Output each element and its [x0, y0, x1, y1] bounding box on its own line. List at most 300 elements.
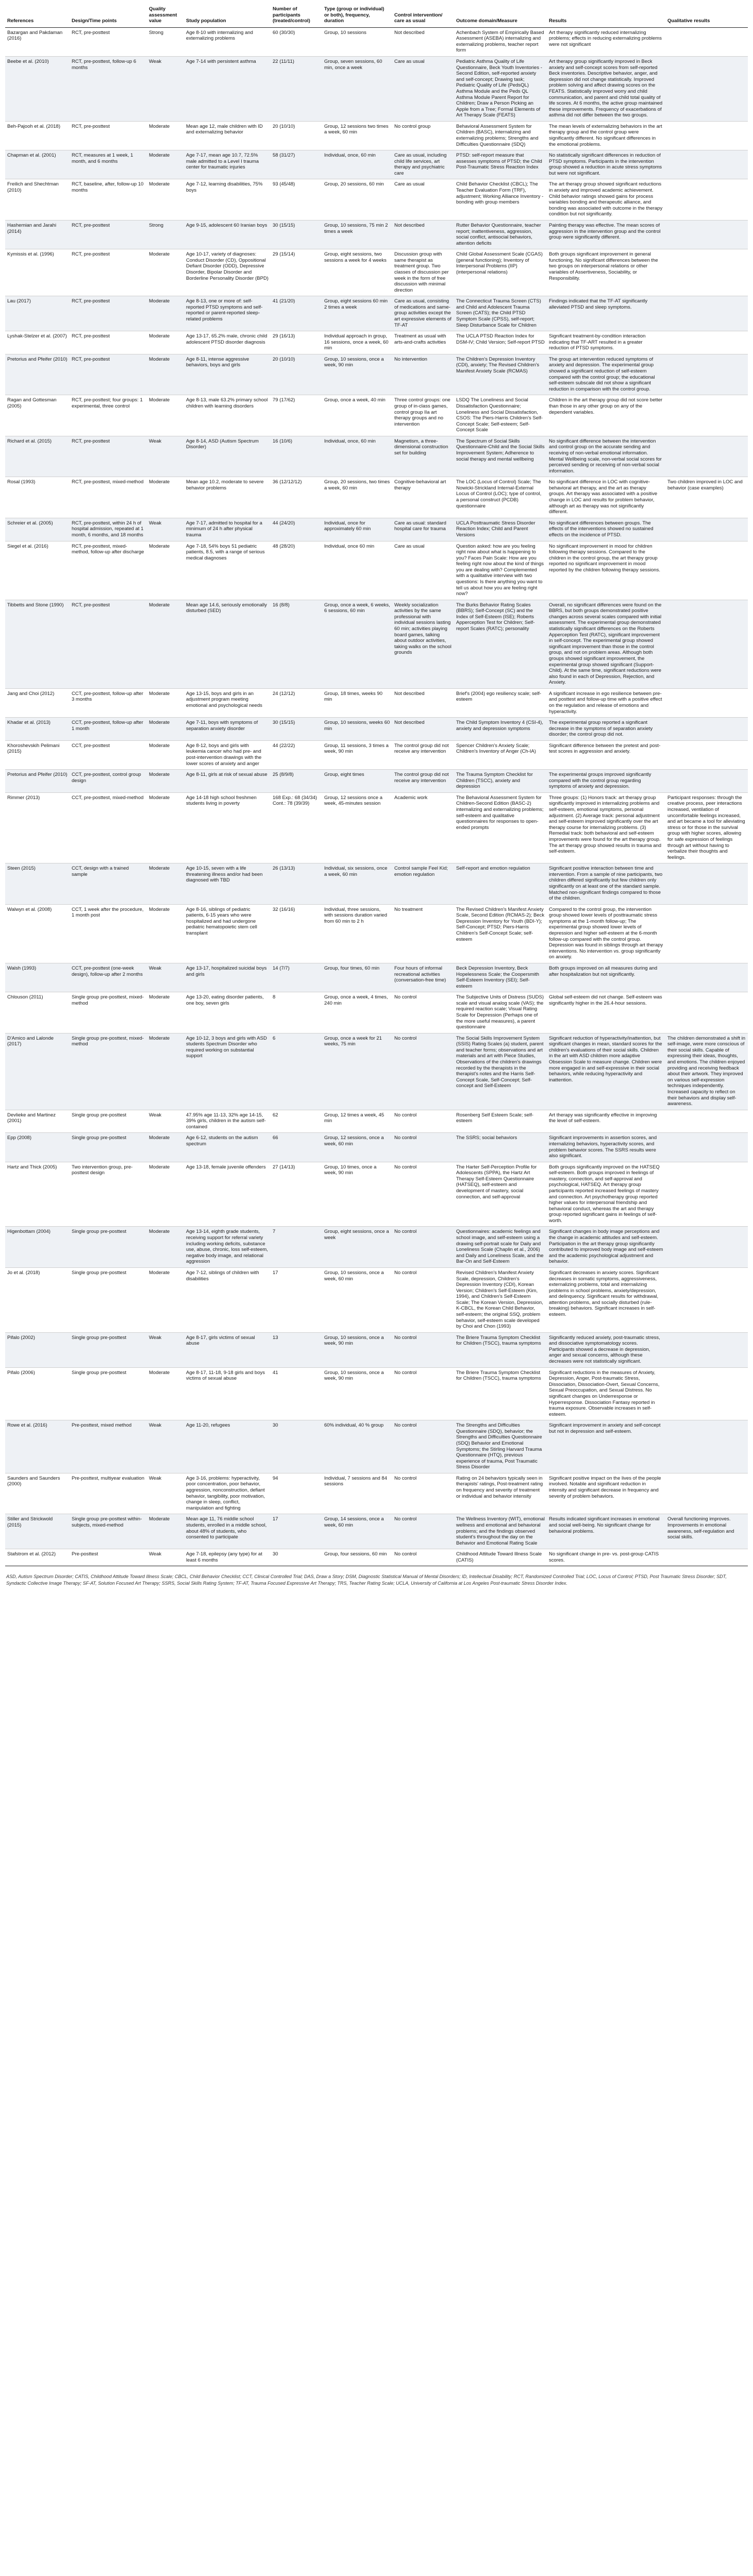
cell-participants: 16 (8/8)	[271, 600, 322, 688]
cell-results: Overall, no significant differences were found on the BBRS, but both groups demonstrated positive changes across several scales compared with initial assessment. The experimental group demonstrated statistically significant differences on the Roberts Apperception Test (RATC), significant improvement in self-concept. The experimental group showed significant improvement than those in the control group, and not on problem areas. Although both groups showed significant improvement, the experimental group showed significant (Support-Child). At the same time, significant reductions were also found in each of Depression, Rejection, and Anxiety.	[547, 600, 665, 688]
cell-results: Significant positive interaction between time and intervention. From a sample of nine participants, two children differed significantly but few children only significantly on at least one of the standard sample. Matched non-significant findings compared to those of the children.	[547, 863, 665, 904]
table-row	[5, 740, 748, 769]
cell-results: No significant improvement in mood for children following therapy sessions. Compared to the children in the control group, the art therapy group reported no significant improvement in mood reported by the children following therapy sessions.	[547, 541, 665, 600]
header-control: Control intervention/ care as usual	[392, 0, 454, 27]
cell-reference: Ragan and Gottesman (2005)	[5, 395, 70, 436]
cell-qualitative	[665, 541, 748, 600]
table-row	[5, 121, 748, 150]
cell-outcome: Brief's (2004) ego resiliency scale; self-esteem	[454, 688, 547, 717]
cell-participants: 79 (17/62)	[271, 395, 322, 436]
cell-population: Age 8-13, one or more of: self-reported PTSD symptoms and self-reported or parent-reported sleep-related problems	[184, 296, 271, 331]
cell-qualitative: Participant responses: through the creative process, peer interactions increased, ventilation of uncomfortable feelings increased, and art became a tool for alleviating stress or for those in the survival group with higher scores, allowing for safe expression of feelings through art without having to verbalize their thoughts and feelings.	[665, 792, 748, 863]
cell-results: Significant treatment-by-condition interaction indicating that TF-ART resulted in a greater reduction of PTSD symptoms.	[547, 331, 665, 354]
cell-results: Compared to the control group, the intervention group showed lower levels of posttraumatic stress symptoms at the 1-month follow-up; The experimental group showed lower levels of depression and higher self-esteem at the 6-month follow-up compared with the control group. Depression was found in siblings through art therapy interventions. No intervention vs. group significantly on anxiety.	[547, 904, 665, 963]
cell-outcome: Question asked: how are you feeling right now about what is happening to you? Faces Pain Scale: How are you feeling right now about the kind of things you are dealing with? Complemented with a qualitative interview with two questions: Is there anything you want to tell us about how you are feeling right now?	[454, 541, 547, 600]
cell-type: Group, 10 sessions, once a week, 60 min	[322, 1267, 392, 1332]
cell-qualitative	[665, 600, 748, 688]
cell-qualitative	[665, 1133, 748, 1162]
cell-results: Art therapy was significantly effective in improving the level of self-esteem.	[547, 1110, 665, 1133]
cell-participants: 20 (10/10)	[271, 354, 322, 395]
cell-control: Weekly socialization activities by the same professional with individual sessions lasting 60 min; activities playing board games, talking about outdoor activities, taking walks on the school grounds	[392, 600, 454, 688]
cell-reference: Rosal (1993)	[5, 477, 70, 518]
cell-outcome: Revised Children's Manifest Anxiety Scale, depression, Children's Depression Inventory (CDI), Korean Version; Children's Self-Esteem (Kim, 1994), and Children's Self-Esteem Scale; The Korean Version, Depression, K-CBCL, the Korean Child Behavior, self-esteem; the original SSQ, problem behavior, self-esteem scale developed by Choi and Chon (1993)	[454, 1267, 547, 1332]
cell-population: Age 7-18, 54% boys 51 pediatric patients, 8.5, with a range of serious medical diagnoses	[184, 541, 271, 600]
cell-type: Group, four sessions, 60 min	[322, 1549, 392, 1566]
cell-qualitative	[665, 1473, 748, 1514]
cell-qualitative: Two children improved in LOC and behavior (case examples)	[665, 477, 748, 518]
cell-type: Group, 12 sessions, once a week, 60 min	[322, 1133, 392, 1162]
cell-design: RCT, pre-posttest	[70, 331, 147, 354]
table-row	[5, 395, 748, 436]
cell-participants: 17	[271, 1267, 322, 1332]
cell-results: Significant positive impact on the lives of the people involved. Notable and significant reduction in intensity and significant decrease in frequency and severity of problem behaviors.	[547, 1473, 665, 1514]
cell-qualitative	[665, 718, 748, 741]
cell-quality: Weak	[147, 1332, 184, 1367]
header-references: References	[5, 0, 70, 27]
cell-population: Age 14-18 high school freshmen students living in poverty	[184, 792, 271, 863]
cell-quality: Moderate	[147, 718, 184, 741]
cell-quality: Moderate	[147, 770, 184, 793]
cell-control: Care as usual	[392, 179, 454, 220]
cell-type: Individual, six sessions, once a week, 60 min	[322, 863, 392, 904]
cell-design: RCT, pre-posttest	[70, 220, 147, 249]
cell-results: A significant increase in ego resilience between pre- and posttest and follow-up time with a positive effect on the regulation and release of emotions and hyperactivity.	[547, 688, 665, 717]
cell-results: Significant reductions in the measures of Anxiety, Depression, Anger, Post-traumatic Stress, Dissociation, Dissociation-Overt, Sexual Concerns, Sexual Preoccupation, and Sexual Distress. No significant changes on Underresponse or Hyperresponse. Dissociation Fantasy reported in trauma exposure. Observable increases in self-esteem.	[547, 1367, 665, 1420]
cell-population: Age 8-11, girls at risk of sexual abuse	[184, 770, 271, 793]
cell-participants: 30	[271, 1549, 322, 1566]
cell-reference: Beh-Pajooh et al. (2018)	[5, 121, 70, 150]
cell-type: Group, 11 sessions, 3 times a week, 90 min	[322, 740, 392, 769]
cell-type: Group, once a week, 40 min	[322, 395, 392, 436]
cell-qualitative	[665, 963, 748, 992]
cell-population: Age 7-11, boys with symptoms of separation anxiety disorder	[184, 718, 271, 741]
cell-quality: Moderate	[147, 354, 184, 395]
cell-reference: Kymissis et al. (1996)	[5, 249, 70, 296]
cell-results: Significant improvements in assertion scores, and internalizing behaviors, hyperactivity scores, and problem behavior scores. The SSRS results were also significant.	[547, 1133, 665, 1162]
cell-reference: Devlieke and Martinez (2001)	[5, 1110, 70, 1133]
cell-control: Four hours of informal recreational activities (conversation-free time)	[392, 963, 454, 992]
cell-outcome: Rating on 24 behaviors typically seen in therapists' ratings, Post-treatment rating on frequency and severity of treatment or individual and behavior intensity	[454, 1473, 547, 1514]
cell-population: Age 11-20, refugees	[184, 1420, 271, 1473]
cell-participants: 32 (16/16)	[271, 904, 322, 963]
cell-results: Three groups: (1) Honors track: art therapy group significantly improved in internalizing problems and self-esteem, emotional symptoms, personal adjustment. (2) Average track: personal adjustment and self-esteem improved significantly over the art therapy course for internalizing problems. (3) Remedial track: both behavioral and self-esteem improvements were found for the art therapy group. The art therapy group showed results in trauma and self-esteem.	[547, 792, 665, 863]
cell-quality: Moderate	[147, 904, 184, 963]
cell-quality: Moderate	[147, 395, 184, 436]
header-participants: Number of participants (treated/control)	[271, 0, 322, 27]
cell-reference: Khadar et al. (2013)	[5, 718, 70, 741]
cell-quality: Moderate	[147, 296, 184, 331]
cell-quality: Weak	[147, 1473, 184, 1514]
table-row	[5, 331, 748, 354]
cell-participants: 30 (15/15)	[271, 220, 322, 249]
cell-participants: 16 (10/6)	[271, 436, 322, 477]
table-row	[5, 179, 748, 220]
cell-control: The control group did not receive any intervention	[392, 740, 454, 769]
cell-quality: Moderate	[147, 150, 184, 179]
cell-participants: 30	[271, 1420, 322, 1473]
table-row	[5, 1367, 748, 1420]
cell-results: Global self-esteem did not change. Self-esteem was significantly higher in the 26.4-hour sessions.	[547, 992, 665, 1033]
cell-population: Age 13-17, hospitalized suicidal boys and girls	[184, 963, 271, 992]
cell-reference: Higenbottam (2004)	[5, 1227, 70, 1267]
table-row	[5, 1332, 748, 1367]
cell-participants: 29 (15/14)	[271, 249, 322, 296]
table-row	[5, 792, 748, 863]
cell-design: RCT, pre-posttest; four groups: 1 experimental, three control	[70, 395, 147, 436]
cell-results: No significant differences between groups. The effects of the interventions showed no sustained effects on the incidence of PTSD.	[547, 518, 665, 541]
cell-design: CCT, pre-posttest, control group design	[70, 770, 147, 793]
cell-quality: Weak	[147, 436, 184, 477]
cell-outcome: Questionnaires: academic feelings and school image, and self-esteem using a drawing self-portrait scale for Daily and Loneliness Scale (Chaplin et al., 2006) and Daily and Loneliness Scale, and the Bar-On and Self-Esteem	[454, 1227, 547, 1267]
cell-participants: 94	[271, 1473, 322, 1514]
cell-type: Group, 20 sessions, 60 min	[322, 179, 392, 220]
table-row	[5, 770, 748, 793]
cell-quality: Moderate	[147, 688, 184, 717]
cell-qualitative	[665, 331, 748, 354]
table-row	[5, 1133, 748, 1162]
cell-control: No control	[392, 992, 454, 1033]
table-row	[5, 904, 748, 963]
cell-participants: 24 (12/12)	[271, 688, 322, 717]
cell-type: Group, 10 sessions, once a week, 90 min	[322, 354, 392, 395]
cell-results: No significant change in pre- vs. post-group CATIS scores.	[547, 1549, 665, 1566]
cell-participants: 7	[271, 1227, 322, 1267]
cell-design: CCT, pre-posttest, follow-up after 3 months	[70, 688, 147, 717]
header-quality: Quality assessment value	[147, 0, 184, 27]
cell-type: Group, 12 sessions two times a week, 60 min	[322, 121, 392, 150]
table-row	[5, 992, 748, 1033]
cell-participants: 44 (22/22)	[271, 740, 322, 769]
cell-qualitative	[665, 296, 748, 331]
cell-quality: Weak	[147, 518, 184, 541]
cell-reference: Freilich and Shechtman (2010)	[5, 179, 70, 220]
cell-type: Group, 18 times, weeks 90 min	[322, 688, 392, 717]
cell-type: Group, eight sessions, two sessions a week for 4 weeks	[322, 249, 392, 296]
table-body	[5, 27, 748, 1566]
cell-reference: Jang and Choi (2012)	[5, 688, 70, 717]
cell-qualitative	[665, 740, 748, 769]
cell-results: Significant decreases in anxiety scores. Significant decreases in somatic symptoms, aggressiveness, externalizing problems, total and internalizing problems in school problems, anxiety/depression, and delinquency. Significant results for withdrawal, attention problems, and socially disturbed (rule-breaking) behaviors. Significant increases in self-esteem.	[547, 1267, 665, 1332]
table-row	[5, 518, 748, 541]
cell-participants: 27 (14/13)	[271, 1162, 322, 1227]
cell-type: Group, 12 times a week, 45 min	[322, 1110, 392, 1133]
cell-control: Not described	[392, 688, 454, 717]
cell-reference: Pretorius and Pfeifer (2010)	[5, 354, 70, 395]
cell-control: Magnetism, a three-dimensional construction set for building	[392, 436, 454, 477]
cell-participants: 66	[271, 1133, 322, 1162]
cell-outcome: Rutter Behavior Questionnaire, teacher report; inattentiveness, aggression, social conflict, antisocial behaviors, attention deficits	[454, 220, 547, 249]
cell-population: Age 8-16, siblings of pediatric patients, 6-15 years who were hospitalized and had undergone pediatric hematopoietic stem cell transplant	[184, 904, 271, 963]
cell-participants: 30 (15/15)	[271, 718, 322, 741]
cell-outcome: Child Behavior Checklist (CBCL); The Teacher Evaluation Form (TRF), adjustment; Working Alliance Inventory - bonding with group members	[454, 179, 547, 220]
cell-control: No control	[392, 1473, 454, 1514]
table-row	[5, 600, 748, 688]
cell-participants: 20 (10/10)	[271, 121, 322, 150]
cell-quality: Moderate	[147, 863, 184, 904]
cell-results: Both groups significant improvement in general functioning. No significant differences between the two groups on interpersonal relations or other variables of Assertiveness, Sociability, or Responsibility.	[547, 249, 665, 296]
cell-participants: 13	[271, 1332, 322, 1367]
cell-type: Group, 10 sessions, weeks 60 min	[322, 718, 392, 741]
cell-population: Age 8-10 with internalizing and externalizing problems	[184, 27, 271, 56]
cell-design: RCT, pre-posttest	[70, 27, 147, 56]
cell-population: Age 8-17, girls victims of sexual abuse	[184, 1332, 271, 1367]
cell-control: Care as usual, including child life services, art therapy and psychiatric care	[392, 150, 454, 179]
cell-type: Group, 10 sessions, 75 min 2 times a week	[322, 220, 392, 249]
cell-control: Care as usual	[392, 541, 454, 600]
cell-participants: 44 (24/20)	[271, 518, 322, 541]
cell-outcome: Achenbach System of Empirically Based Assessment (ASEBA) internalizing and externalizing problems, teacher report form	[454, 27, 547, 56]
cell-reference: Jo et al. (2018)	[5, 1267, 70, 1332]
cell-participants: 41	[271, 1367, 322, 1420]
cell-reference: Rowe et al. (2016)	[5, 1420, 70, 1473]
cell-design: Single group pre-posttest, mixed-method	[70, 1033, 147, 1110]
table-row	[5, 1110, 748, 1133]
cell-population: Mean age 10.2, moderate to severe behavior problems	[184, 477, 271, 518]
cell-type: Individual, 7 sessions and 84 sessions	[322, 1473, 392, 1514]
cell-population: Mean age 14.6, seriously emotionally disturbed (SED)	[184, 600, 271, 688]
cell-control: Not described	[392, 718, 454, 741]
cell-outcome: The Subjective Units of Distress (SUDS) scale and visual analog scale (VAS); the required reaction scale; Visual Rating Scale for Depression (Perhaps one of the more useful measures), a parent questionnaire	[454, 992, 547, 1033]
cell-results: The experimental groups improved significantly compared with the control group regarding symptoms of anxiety and depression.	[547, 770, 665, 793]
cell-participants: 25 (8/9/8)	[271, 770, 322, 793]
table-row	[5, 1514, 748, 1549]
cell-design: RCT, pre-posttest	[70, 296, 147, 331]
cell-outcome: PTSD: self-report measure that assesses symptoms of PTSD; the Child Post-Traumatic Stress Reaction Index	[454, 150, 547, 179]
cell-quality: Moderate	[147, 792, 184, 863]
cell-design: RCT, measures at 1 week, 1 month, and 6 months	[70, 150, 147, 179]
cell-outcome: LSDQ The Loneliness and Social Dissatisfaction Questionnaire; Loneliness and Social Dissatisfaction, CSOS: The Piers-Harris Children's Self-Concept Scale; Self-esteem; Self-Concept Scale	[454, 395, 547, 436]
cell-results: No statistically significant differences in reduction of PTSD symptoms. Participants in the intervention group showed a reduction in acute stress symptoms but were not significant.	[547, 150, 665, 179]
cell-outcome: Childhood Attitude Toward Illness Scale (CATIS)	[454, 1549, 547, 1566]
cell-population: Age 7-18, epilepsy (any type) for at least 6 months	[184, 1549, 271, 1566]
cell-design: RCT, pre-posttest	[70, 121, 147, 150]
cell-type: Group, four times, 60 min	[322, 963, 392, 992]
cell-qualitative	[665, 121, 748, 150]
cell-results: No significant difference in LOC with cognitive-behavioral art therapy, and the art as therapy groups. Art therapy was associated with a positive change in LOC and results for problem behavior, although art as therapy was not significantly different.	[547, 477, 665, 518]
cell-participants: 29 (16/13)	[271, 331, 322, 354]
header-population: Study population	[184, 0, 271, 27]
cell-population: 47.95% age 11-13, 32% age 14-15, 39% girls, children in the autism self-contained	[184, 1110, 271, 1133]
cell-type: Group, 10 sessions, once a week, 90 min	[322, 1367, 392, 1420]
cell-outcome: Behavioral Assessment System for Children (BASC), internalizing and externalizing problems; Strengths and Difficulties Questionnaire (SDQ)	[454, 121, 547, 150]
cell-reference: Beebe et al. (2010)	[5, 57, 70, 122]
table-row	[5, 150, 748, 179]
cell-design: CCT, pre-posttest, follow-up after 1 month	[70, 718, 147, 741]
cell-qualitative: Overall functioning improves. Improvements in emotional awareness, self-regulation and social skills.	[665, 1514, 748, 1549]
cell-outcome: Rosenberg Self Esteem Scale; self-esteem	[454, 1110, 547, 1133]
table-row	[5, 249, 748, 296]
cell-quality: Strong	[147, 27, 184, 56]
cell-reference: Epp (2008)	[5, 1133, 70, 1162]
cell-design: RCT, pre-posttest	[70, 436, 147, 477]
cell-control: No control	[392, 1133, 454, 1162]
cell-type: Group, once a week, 4 times, 240 min	[322, 992, 392, 1033]
cell-reference: Walsh (1993)	[5, 963, 70, 992]
cell-type: Group, eight sessions, once a week	[322, 1227, 392, 1267]
cell-qualitative	[665, 27, 748, 56]
cell-type: Group, 10 sessions	[322, 27, 392, 56]
cell-participants: 26 (13/13)	[271, 863, 322, 904]
cell-design: Single group pre-posttest within-subjects, mixed-method	[70, 1514, 147, 1549]
cell-reference: Saunders and Saunders (2000)	[5, 1473, 70, 1514]
cell-type: Group, eight times	[322, 770, 392, 793]
cell-design: RCT, pre-posttest	[70, 600, 147, 688]
cell-outcome: The Strengths and Difficulties Questionnaire (SDQ), behavior; the Strengths and Difficulties Questionnaire (SDQ) Behavior and Emotional Symptoms; the Stirling Harvard Trauma Questionnaire (HTQ), previous experience of trauma, Post Traumatic Stress Disorder	[454, 1420, 547, 1473]
cell-control: The control group did not receive any intervention	[392, 770, 454, 793]
cell-quality: Moderate	[147, 1133, 184, 1162]
cell-type: Group, once a week, 6 weeks, 6 sessions, 60 min	[322, 600, 392, 688]
cell-outcome: The Briere Trauma Symptom Checklist for Children (TSCC), trauma symptoms	[454, 1367, 547, 1420]
cell-qualitative	[665, 770, 748, 793]
cell-quality: Moderate	[147, 179, 184, 220]
cell-control: Cognitive-behavioral art therapy	[392, 477, 454, 518]
cell-results: Results indicated significant increases in emotional and social well-being. No significant change for behavioral problems.	[547, 1514, 665, 1549]
cell-results: The mean levels of externalizing behaviors in the art therapy group and the control group were significantly different. No significant differences in the emotional problems.	[547, 121, 665, 150]
cell-qualitative	[665, 863, 748, 904]
cell-population: Mean age 11, 76 middle school students, enrolled in a middle school, about 48% of students, who consented to participate	[184, 1514, 271, 1549]
table-row	[5, 1473, 748, 1514]
cell-participants: 168 Exp.: 68 (34/34) Cont.: 78 (39/39)	[271, 792, 322, 863]
cell-reference: Khoroshevskih Pelimani (2015)	[5, 740, 70, 769]
cell-qualitative	[665, 1267, 748, 1332]
cell-outcome: Child Global Assessment Scale (CGAS) (general functioning); Inventory of Interpersonal Problems (IIP) (interpersonal relations)	[454, 249, 547, 296]
cell-results: Both groups significantly improved on the HATSEQ self-esteem. Both groups improved in feelings of mastery, connection, and self-approval and psychological, HATSEQ. Art therapy group participants reported increased feelings of mastery and connection. Art psychotherapy group reported higher values for interpersonal friendship and behavioral conduct, whereas the art and therapy group reported significant gains in feelings of self-worth.	[547, 1162, 665, 1227]
cell-quality: Moderate	[147, 740, 184, 769]
cell-population: Age 10-15, seven with a life threatening illness and/or had been diagnosed with TBD	[184, 863, 271, 904]
cell-control: No control	[392, 1267, 454, 1332]
cell-control: No control	[392, 1227, 454, 1267]
cell-reference: Hashemian and Jarahi (2014)	[5, 220, 70, 249]
cell-quality: Moderate	[147, 331, 184, 354]
cell-population: Age 13-15, boys and girls in an adjustment program meeting emotional and psychological needs	[184, 688, 271, 717]
cell-outcome: The Wellness Inventory (WIT), emotional wellness and emotional and behavioral problems; and the findings observed student's throughout the day on the Behavior and Emotional Rating Scale	[454, 1514, 547, 1549]
cell-control: No control	[392, 1162, 454, 1227]
cell-qualitative	[665, 688, 748, 717]
cell-qualitative	[665, 904, 748, 963]
cell-quality: Moderate	[147, 1267, 184, 1332]
cell-design: Single group pre-posttest	[70, 1133, 147, 1162]
cell-outcome: The Spectrum of Social Skills Questionnaire-Child and the Social Skills Improvement System; Adherence to social therapy and mental wellbeing	[454, 436, 547, 477]
cell-quality: Moderate	[147, 600, 184, 688]
cell-participants: 41 (21/20)	[271, 296, 322, 331]
cell-outcome: Pediatric Asthma Quality of Life Questionnaire, Beck Youth Inventories - Second Edition, self-reported anxiety and self-concept; Drawing task; Pediatric Quality of Life (PedsQL) Asthma Module and the Peds QL Asthma Module Parent Report for Children; Draw a Person Picking an Apple from a Tree; Formal Elements of Art Therapy Scale (FEATS)	[454, 57, 547, 122]
cell-design: RCT, pre-posttest	[70, 354, 147, 395]
cell-quality: Weak	[147, 57, 184, 122]
table-row	[5, 541, 748, 600]
cell-qualitative	[665, 436, 748, 477]
cell-reference: Chlouson (2011)	[5, 992, 70, 1033]
cell-design: Single group pre-posttest	[70, 1332, 147, 1367]
cell-quality: Moderate	[147, 1033, 184, 1110]
cell-design: CCT, pre-posttest, mixed-method	[70, 792, 147, 863]
cell-qualitative	[665, 354, 748, 395]
cell-outcome: The Connecticut Trauma Screen (CTS) and Child and Adolescent Trauma Screen (CATS); the Child PTSD Symptom Scale (CPSS), self-report; Sleep Disturbance Scale for Children	[454, 296, 547, 331]
cell-design: Pre-posttest, multiyear evaluation	[70, 1473, 147, 1514]
cell-design: RCT, pre-posttest, mixed-method	[70, 477, 147, 518]
table-row	[5, 688, 748, 717]
cell-participants: 60 (30/30)	[271, 27, 322, 56]
table-row	[5, 1549, 748, 1566]
cell-type: Individual, three sessions, with sessions duration varied from 60 min to 2 h	[322, 904, 392, 963]
cell-results: Significant difference between the pretest and post-test scores in aggression and anxiety.	[547, 740, 665, 769]
cell-reference: Chapman et al. (2001)	[5, 150, 70, 179]
cell-population: Age 7-12, siblings of children with disabilities	[184, 1267, 271, 1332]
cell-qualitative	[665, 57, 748, 122]
table-header	[5, 0, 748, 27]
cell-quality: Weak	[147, 1549, 184, 1566]
cell-population: Age 7-17, mean age 10.7, 72.5% male admitted to a Level I trauma center for traumatic injuries	[184, 150, 271, 179]
cell-quality: Moderate	[147, 477, 184, 518]
cell-type: 60% individual, 40 % group	[322, 1420, 392, 1473]
cell-qualitative	[665, 249, 748, 296]
cell-type: Group, seven sessions, 60 min, once a week	[322, 57, 392, 122]
cell-type: Individual, once, 60 min	[322, 436, 392, 477]
cell-results: Art therapy significantly reduced internalizing problems; effects in reducing externalizing problems were not significant	[547, 27, 665, 56]
cell-population: Age 7-17, admitted to hospital for a minimum of 24 h after physical trauma	[184, 518, 271, 541]
cell-reference: D'Amico and Lalonde (2017)	[5, 1033, 70, 1110]
cell-participants: 62	[271, 1110, 322, 1133]
header-type: Type (group or individual) or both), frequency, duration	[322, 0, 392, 27]
header-design: Design/Time points	[70, 0, 147, 27]
cell-results: The art therapy group showed significant reductions in anxiety and improved academic achievement. Child behavior ratings showed gains for process variables bonding and therapeutic alliance, and bonding was associated with outcome in the therapy condition but not significantly.	[547, 179, 665, 220]
cell-population: Age 10-12, 3 boys and girls with ASD students Spectrum Disorder who required working on substantial support	[184, 1033, 271, 1110]
cell-population: Age 13-17, 65.2% male, chronic child adolescent PTSD disorder diagnosis	[184, 331, 271, 354]
cell-control: Care as usual	[392, 57, 454, 122]
cell-results: No significant difference between the intervention and control group on the accurate sending and receiving of non-verbal emotional information. Mental Wellbeing scale, non-verbal social scores for perceived sending or receiving of non-verbal social information.	[547, 436, 665, 477]
table-row	[5, 296, 748, 331]
cell-results: Significantly reduced anxiety, post-traumatic stress, and dissociative symptomatology scores. Participants showed a decrease in depression, anger and sexual concerns, although these decreases were not statistically significant.	[547, 1332, 665, 1367]
table-row	[5, 354, 748, 395]
cell-results: Significant changes in body image perceptions and the change in academic attitudes and self-esteem. Participation in the art therapy group significantly contributed to improved body image and self-esteem and the academic psychological adjustment and behavior.	[547, 1227, 665, 1267]
cell-control: Control sample Feel Kid; emotion regulation	[392, 863, 454, 904]
cell-population: Age 8-13, male 63.2% primary school children with learning disorders	[184, 395, 271, 436]
cell-design: Single group pre-posttest	[70, 1367, 147, 1420]
table-row	[5, 1162, 748, 1227]
cell-population: Age 7-12, learning disabilities, 75% boys	[184, 179, 271, 220]
cell-type: Group, 10 sessions, once a week, 90 min	[322, 1332, 392, 1367]
cell-design: CCT, pre-posttest	[70, 740, 147, 769]
cell-design: Single group pre-posttest	[70, 1227, 147, 1267]
cell-quality: Moderate	[147, 992, 184, 1033]
cell-quality: Moderate	[147, 541, 184, 600]
cell-results: Findings indicated that the TF-AT significantly alleviated PTSD and sleep symptoms.	[547, 296, 665, 331]
cell-results: The experimental group reported a significant decrease in the symptoms of separation anxiety disorder; the control group did not.	[547, 718, 665, 741]
cell-quality: Weak	[147, 1420, 184, 1473]
cell-quality: Strong	[147, 220, 184, 249]
table-row	[5, 436, 748, 477]
cell-outcome: The LOC (Locus of Control) Scale; The Nowicki-Strickland Internal-External Locus of Control (LOC); type of control, a personal construct (PCDB) questionnaire	[454, 477, 547, 518]
cell-type: Group, once a week for 21 weeks, 75 min	[322, 1033, 392, 1110]
cell-qualitative	[665, 1332, 748, 1367]
cell-participants: 17	[271, 1514, 322, 1549]
cell-qualitative	[665, 179, 748, 220]
cell-outcome: The Children's Depression Inventory (CDI), anxiety; The Revised Children's Manifest Anxiety Scale (RCMAS)	[454, 354, 547, 395]
cell-design: CCT, pre-posttest (one-week design), follow-up after 2 months	[70, 963, 147, 992]
cell-design: RCT, pre-posttest, within 24 h of hospital admission, repeated at 1 month, 6 months, and 18 months	[70, 518, 147, 541]
cell-control: Care as usual, consisting of medications and same-group activities except the art expressive elements of TF-AT	[392, 296, 454, 331]
cell-outcome: Beck Depression Inventory, Beck Hopelessness Scale; the Coopersmith Self-Esteem Inventory (SEI); Self-esteem	[454, 963, 547, 992]
cell-control: No control	[392, 1367, 454, 1420]
cell-design: RCT, pre-posttest, mixed-method, follow-up after discharge	[70, 541, 147, 600]
header-results: Results	[547, 0, 665, 27]
cell-population: Age 6-12, students on the autism spectrum	[184, 1133, 271, 1162]
cell-participants: 6	[271, 1033, 322, 1110]
cell-reference: Steen (2015)	[5, 863, 70, 904]
table-row	[5, 1033, 748, 1110]
cell-control: Not described	[392, 220, 454, 249]
table-row	[5, 27, 748, 56]
cell-design: CCT, 1 week after the procedure, 1 month post	[70, 904, 147, 963]
